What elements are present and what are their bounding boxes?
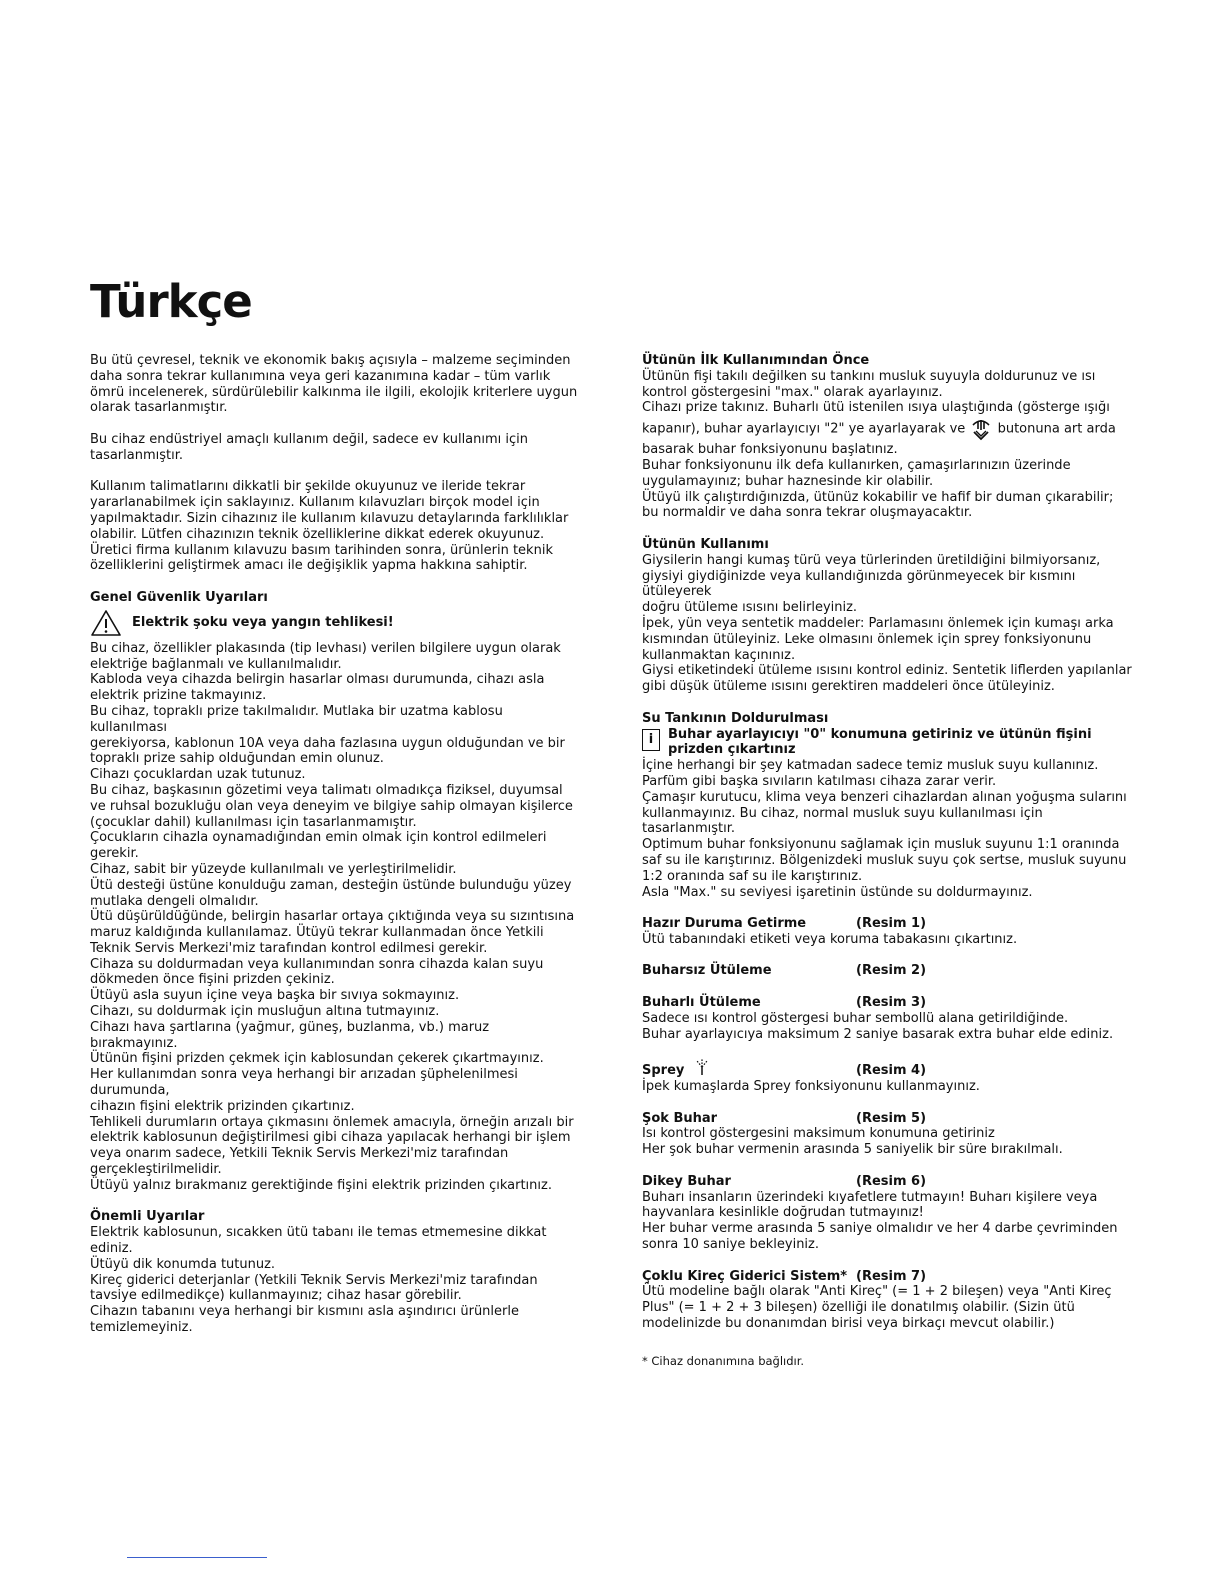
text-span: butonuna art arda xyxy=(997,421,1116,437)
section-ready xyxy=(642,916,1134,948)
text-line: yapılmaktadır. Sizin cihazınız ile kullanım kılavuzu detaylarında farklılıklar xyxy=(90,510,569,526)
text-line: elektrik kablosunun değiştirilmesi gibi cihaza yapılacak herhangi bir işlem xyxy=(90,1130,571,1146)
safety-heading: Genel Güvenlik Uyarıları xyxy=(90,589,268,605)
text-line: modelinizde bu donanımdan birisi veya birkaçı mevcut olabilir.) xyxy=(642,1316,1055,1332)
text-line: Cihazı, su doldurmak için musluğun altına tutmayınız. xyxy=(90,1004,440,1020)
figure-ref: (Resim 1) xyxy=(856,916,927,932)
text-line: tasarlanmıştır. xyxy=(90,447,184,463)
text-line: Cihazın tabanını veya herhangi bir kısmını asla aşındırıcı ürünlerle xyxy=(90,1304,519,1320)
text-line: kısmından ütüleyiniz. Leke olmasını önlemek için sprey fonksiyonunu xyxy=(642,631,1092,647)
text-line: saf su ile karıştırınız. Bölgenizdeki musluk suyu çok sertse, musluk suyunu xyxy=(642,852,1127,868)
text-line: hayvanlara kesinlikle doğrudan tutmayınız! xyxy=(642,1205,924,1221)
tank-heading: Su Tankının Doldurulması xyxy=(642,710,829,726)
text-line: Elektrik kablosunun, sıcakken ütü tabanı ile temas etmemesine dikkat xyxy=(90,1225,547,1241)
text-line: Ütüyü ilk çalıştırdığınızda, ütünüz kokabilir ve hafif bir duman çıkarabilir; xyxy=(642,489,1114,505)
figure-ref: (Resim 5) xyxy=(856,1110,927,1126)
text-line: Giysi etiketindeki ütüleme ısısını kontrol ediniz. Sentetik liflerden yapılanlar xyxy=(642,663,1132,679)
info-text: Buhar ayarlayıcıyı "0" konumuna getiriniz ve ütünün fişini prizden çıkartınız xyxy=(668,726,1092,758)
section-heading: Buharsız Ütüleme xyxy=(642,963,772,979)
warning-label: Elektrik şoku veya yangın tehlikesi! xyxy=(132,615,394,631)
text-line: maruz kaldığında kullanılamaz. Ütüyü tekrar kullanmadan önce Yetkili xyxy=(90,925,544,941)
text-span: kapanır), buhar ayarlayıcıyı "2" ye ayarlayarak ve xyxy=(642,421,966,437)
footer-rule xyxy=(127,1557,267,1558)
text-line: veya onarım sadece, Yetkili Teknik Servis Merkezi'miz tarafından xyxy=(90,1146,509,1162)
figure-ref: (Resim 4) xyxy=(856,1063,927,1079)
text-line: daha sonra tekrar kullanımına veya geri kazanımına kadar – tüm varlık xyxy=(90,368,551,384)
text-line: Cihaza su doldurmadan veya kullanımından sonra cihazda kalan suyu xyxy=(90,956,544,972)
first-use-heading: Ütünün İlk Kullanımından Önce xyxy=(642,353,870,368)
section-heading: Buharlı Ütüleme xyxy=(642,995,761,1011)
household-use-paragraph xyxy=(90,432,580,464)
text-line: Bu cihaz, başkasının gözetimi veya talimatı olmadıkça fiziksel, duyumsal xyxy=(90,782,563,798)
section-heading: Çoklu Kireç Giderici Sistem* xyxy=(642,1268,848,1284)
text-line: olabilir. Lütfen cihazınızın teknik özelliklerine dikkat ederek okuyunuz. xyxy=(90,526,545,542)
text-line: bu normaldir ve daha sonra tekrar oluşmayacaktır. xyxy=(642,505,973,521)
usage-heading: Ütünün Kullanımı xyxy=(642,536,769,552)
info-icon: i xyxy=(642,729,660,751)
info-note xyxy=(642,727,1134,759)
text-line: Tehlikeli durumların ortaya çıkmasını önlemek amacıyla, örneğin arızalı bir xyxy=(90,1114,574,1130)
page-title: Türkçe xyxy=(90,275,252,328)
text-line: Kabloda veya cihazda belirgin hasarlar olması durumunda, cihazı asla xyxy=(90,672,545,688)
text-line: özelliklerini geliştirmek amacı ile değişiklik yapma hakkına sahiptir. xyxy=(90,558,528,574)
figure-ref: (Resim 7) xyxy=(856,1268,927,1284)
text-line: İpek, yün veya sentetik maddeler: Parlamasını önlemek için kumaşı arka xyxy=(642,615,1114,631)
section-spray xyxy=(642,1058,1134,1095)
text-line: ve ruhsal bozukluğu olan veya deneyim ve bilgiye sahip olmayan kişilerce xyxy=(90,798,573,814)
section-heading: Şok Buhar xyxy=(642,1110,718,1126)
first-use-paragraph xyxy=(642,369,1134,521)
text-line: Ütü modeline bağlı olarak "Anti Kireç" (= 1 + 2 bileşen) veya "Anti Kireç xyxy=(642,1284,1112,1300)
figure-ref: (Resim 2) xyxy=(856,963,927,979)
text-line: temizlemeyiniz. xyxy=(90,1320,193,1336)
text-line: Ütü düşürüldüğünde, belirgin hasarlar ortaya çıktığında veya su sızıntısına xyxy=(90,909,575,925)
section-heading: Dikey Buhar xyxy=(642,1173,731,1189)
text-line: Sadece ısı kontrol göstergesi buhar sembollü alana getirildiğinde. xyxy=(642,1010,1069,1026)
text-line: Ütüyü dik konumda tutunuz. xyxy=(90,1256,276,1272)
text-line: elektrik prizine takmayınız. xyxy=(90,688,267,704)
text-line: Her şok buhar vermenin arasında 5 saniyelik bir süre bırakılmalı. xyxy=(642,1142,1063,1158)
spray-icon xyxy=(693,1058,711,1076)
left-column xyxy=(90,353,580,1336)
warning-row xyxy=(90,606,580,640)
text-line: gibi düşük ütüleme ısısını gerektiren maddeleri önce ütüleyiniz. xyxy=(642,679,1055,695)
text-line: Ütünün fişi takılı değilken su tankını musluk suyuyla doldurunuz ve ısı xyxy=(642,368,1096,384)
text-line: doğru ütüleme ısısını belirleyiniz. xyxy=(642,600,858,616)
section-heading: Sprey xyxy=(642,1063,685,1079)
text-line: yararlanabilmek için saklayınız. Kullanım kılavuzları birçok model için xyxy=(90,495,540,511)
text-line: Çamaşır kurutucu, klima veya benzeri cihazlardan alınan yoğuşma sularını xyxy=(642,789,1127,805)
text-line: Üretici firma kullanım kılavuzu basım tarihinden sonra, ürünlerin teknik xyxy=(90,542,553,558)
text-line: Bu ütü çevresel, teknik ve ekonomik bakış açısıyla – malzeme seçiminden xyxy=(90,353,571,368)
text-line: Ütüyü yalnız bırakmanız gerektiğinde fişini elektrik prizinden çıkartınız. xyxy=(90,1177,552,1193)
intro-paragraph xyxy=(90,353,580,416)
text-line: kontrol göstergesini "max." olarak ayarlayınız. xyxy=(642,384,943,400)
text-line: kullanmayınız. Bu cihaz, normal musluk suyu kullanılması için tasarlanmıştır. xyxy=(642,805,1043,837)
text-line xyxy=(642,416,1134,442)
text-line: uygulamayınız; buhar haznesinde kir olabilir. xyxy=(642,473,934,489)
figure-ref: (Resim 6) xyxy=(856,1173,927,1189)
text-line: Teknik Servis Merkezi'miz tarafından kontrol edilmesi gerekir. xyxy=(90,940,488,956)
right-column xyxy=(642,353,1134,1369)
steam-shot-button-icon xyxy=(969,416,993,442)
text-line: 1:2 oranında saf su ile karıştırınız. xyxy=(642,868,863,884)
text-line: ediniz. xyxy=(90,1241,133,1257)
text-line: İçine herhangi bir şey katmadan sadece temiz musluk suyu kullanınız. xyxy=(642,758,1099,774)
text-line: giysiyi giydiğinizde veya kullandığınızda görünmeyecek bir kısmını ütüleyerek xyxy=(642,568,1076,600)
usage-paragraph xyxy=(642,553,1134,695)
text-line: ömrü incelenerek, sürdürülebilir kalkınma ile ilgili, ekolojik kriterlere uygun xyxy=(90,384,578,400)
text-line: Isı kontrol göstergesini maksimum konumuna getiriniz xyxy=(642,1126,995,1142)
safety-list xyxy=(90,641,580,1194)
text-line: Ütü desteği üstüne konulduğu zaman, desteğin üstünde bulunduğu yüzey xyxy=(90,877,572,893)
figure-ref: (Resim 3) xyxy=(856,995,927,1011)
text-line: Optimum buhar fonksiyonunu sağlamak için musluk suyunu 1:1 oranında xyxy=(642,837,1120,853)
text-line: Kullanım talimatlarını dikkatli bir şekilde okuyunuz ve ileride tekrar xyxy=(90,479,526,495)
section-heading: Hazır Duruma Getirme xyxy=(642,916,807,932)
section-anti-calc xyxy=(642,1269,1134,1332)
text-line: Buhar fonksiyonunu ilk defa kullanırken, çamaşırlarınızın üzerinde xyxy=(642,457,1071,473)
footnote: * Cihaz donanımına bağlıdır. xyxy=(642,1353,805,1368)
text-line: Cihaz, sabit bir yüzeyde kullanılmalı ve yerleştirilmelidir. xyxy=(90,861,457,877)
text-line: Ütünün fişini prizden çekmek için kablosundan çekerek çıkartmayınız. xyxy=(90,1051,544,1067)
text-line: Asla "Max." su seviyesi işaretinin üstünde su doldurmayınız. xyxy=(642,884,1033,900)
text-line: Plus" (= 1 + 2 + 3 bileşen) özelliği ile donatılmış olabilir. (Sizin ütü xyxy=(642,1300,1075,1316)
text-line: Bu cihaz, topraklı prize takılmalıdır. Mutlaka bir uzatma kablosu kullanılması xyxy=(90,703,503,735)
text-line: gerçekleştirilmelidir. xyxy=(90,1162,222,1178)
text-line: İpek kumaşlarda Sprey fonksiyonunu kullanmayınız. xyxy=(642,1079,980,1095)
text-line: tavsiye edilmedikçe) kullanmayınız; cihaz hasar görebilir. xyxy=(90,1288,462,1304)
text-line: Bu cihaz endüstriyel amaçlı kullanım değil, sadece ev kullanımı için xyxy=(90,431,529,447)
text-line: Buharı insanların üzerindeki kıyafetlere tutmayın! Buharı kişilere veya xyxy=(642,1189,1098,1205)
important-heading: Önemli Uyarılar xyxy=(90,1209,205,1225)
text-line: (çocuklar dahil) kullanılması için tasarlanmamıştır. xyxy=(90,814,417,830)
text-line: topraklı prize sahip olduğundan emin olunuz. xyxy=(90,751,384,767)
text-line: Cihazı çocuklardan uzak tutunuz. xyxy=(90,767,306,783)
section-vertical-steam xyxy=(642,1174,1134,1253)
text-line: Kireç giderici deterjanlar (Yetkili Teknik Servis Merkezi'miz tarafından xyxy=(90,1272,538,1288)
text-line: elektriğe bağlanmalı ve kullanılmalıdır. xyxy=(90,656,342,672)
text-line: olarak tasarlanmıştır. xyxy=(90,400,228,416)
text-line: basarak buhar fonksiyonunu başlatınız. xyxy=(642,442,898,458)
text-line: mutlaka dengeli olmalıdır. xyxy=(90,893,259,909)
text-line: Parfüm gibi başka sıvıların katılması cihaza zarar verir. xyxy=(642,773,997,789)
text-line: Her buhar verme arasında 5 saniye olmalıdır ve her 4 darbe çevriminden xyxy=(642,1221,1118,1237)
warning-triangle-icon xyxy=(90,609,122,637)
section-steam-ironing xyxy=(642,995,1134,1042)
text-line: Cihazı hava şartlarına (yağmur, güneş, buzlanma, vb.) maruz bırakmayınız. xyxy=(90,1019,490,1051)
text-line: Bu cihaz, özellikler plakasında (tip levhası) verilen bilgilere uygun olarak xyxy=(90,640,561,656)
section-shot-steam xyxy=(642,1111,1134,1158)
text-line: sonra 10 saniye bekleyiniz. xyxy=(642,1237,819,1253)
instructions-paragraph xyxy=(90,479,580,574)
text-line: dökmeden önce fişini prizden çekiniz. xyxy=(90,972,335,988)
text-line: gerekir. xyxy=(90,846,139,862)
text-line: cihazın fişini elektrik prizinden çıkartınız. xyxy=(90,1098,355,1114)
text-line: kullanmaktan kaçınınız. xyxy=(642,647,796,663)
text-line: Her kullanımdan sonra veya herhangi bir arızadan şüphelenilmesi durumunda, xyxy=(90,1067,518,1099)
text-line: Buhar ayarlayıcıya maksimum 2 saniye basarak extra buhar elde ediniz. xyxy=(642,1026,1114,1042)
text-line: Cihazı prize takınız. Buharlı ütü istenilen ısıya ulaştığında (gösterge ışığı xyxy=(642,400,1110,416)
important-list xyxy=(90,1225,580,1336)
text-line: Ütüyü asla suyun içine veya başka bir sıvıya sokmayınız. xyxy=(90,988,460,1004)
text-line: Ütü tabanındaki etiketi veya koruma tabakasını çıkartınız. xyxy=(642,931,1018,947)
tank-paragraph xyxy=(642,758,1134,900)
text-line: Giysilerin hangi kumaş türü veya türlerinden üretildiğini bilmiyorsanız, xyxy=(642,552,1101,568)
section-dry-ironing xyxy=(642,963,1134,979)
text-line: gerekiyorsa, kablonun 10A veya daha fazlasına uygun olduğundan ve bir xyxy=(90,735,565,751)
text-line: Çocukların cihazla oynamadığından emin olmak için kontrol edilmeleri xyxy=(90,830,547,846)
